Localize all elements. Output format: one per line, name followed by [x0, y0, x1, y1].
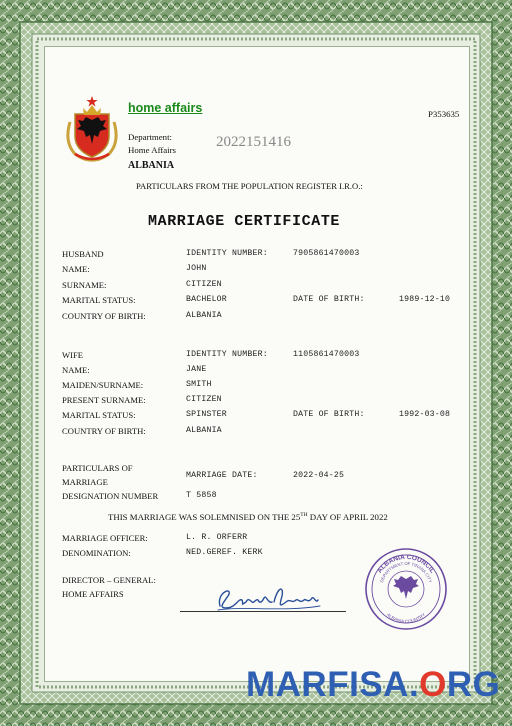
wife-name-value: JANE	[186, 365, 207, 374]
designation-number-value: T 5858	[186, 491, 217, 500]
marfisa-watermark	[246, 665, 500, 705]
wife-dob-value: 1992-03-08	[399, 410, 451, 419]
home-affairs-label: HOME AFFAIRS	[62, 589, 124, 599]
designation-number-label: DESIGNATION NUMBER	[62, 491, 159, 501]
husband-dob-value: 1989-12-10	[399, 295, 451, 304]
watermark-dot: .	[408, 665, 420, 704]
stamp-top-text: ALBANIA COUNCIL	[376, 553, 436, 575]
wife-maiden-label: MAIDEN/SURNAME:	[62, 380, 144, 390]
country-heading: ALBANIA	[128, 160, 175, 171]
watermark-o-red: O	[419, 665, 447, 704]
wife-cob-label: COUNTRY OF BIRTH:	[62, 426, 146, 436]
marriage-particulars-label: PARTICULARS OF	[62, 463, 133, 473]
signature-line	[180, 611, 346, 612]
denomination-label: DENOMINATION:	[62, 548, 131, 558]
wife-cob-value: ALBANIA	[186, 426, 222, 435]
marriage-date-label: MARRIAGE DATE:	[186, 471, 258, 480]
director-signature	[214, 582, 322, 614]
denomination-value: NED.GEREF. KERK	[186, 548, 263, 557]
husband-surname-label: SURNAME:	[62, 280, 107, 290]
registration-number: 2022151416	[216, 134, 291, 150]
marriage-officer-value: L. R. ORFERR	[186, 533, 248, 542]
marriage-officer-label: MARRIAGE OFFICER:	[62, 533, 148, 543]
wife-present-surname-value: CITIZEN	[186, 395, 222, 404]
husband-cob-value: ALBANIA	[186, 311, 222, 320]
solemnised-statement	[108, 512, 388, 522]
director-general-label: DIRECTOR – GENERAL:	[62, 575, 156, 585]
husband-name-value: JOHN	[186, 264, 207, 273]
home-affairs-link[interactable]: home affairs	[128, 101, 203, 115]
wife-name-label: NAME:	[62, 365, 90, 375]
official-stamp-icon	[362, 545, 450, 633]
solemnised-prefix: THIS MARRIAGE WAS SOLEMNISED ON THE 25	[108, 512, 301, 522]
solemnised-ordinal: TH	[300, 512, 308, 519]
department-label: Department:	[128, 132, 172, 142]
husband-heading: HUSBAND	[62, 249, 104, 259]
reference-number: P353635	[428, 109, 460, 119]
husband-name-label: NAME:	[62, 264, 90, 274]
stamp-bottom-text: ALBANIA COUNTRY	[385, 612, 427, 625]
husband-id-value: 7905861470003	[293, 249, 360, 258]
marriage-date-value: 2022-04-25	[293, 471, 345, 480]
husband-surname-value: CITIZEN	[186, 280, 222, 289]
wife-present-surname-label: PRESENT SURNAME:	[62, 395, 146, 405]
department-name: Home Affairs	[128, 145, 176, 155]
watermark-tld: RG	[446, 665, 501, 704]
marriage-particulars-label-2: MARRIAGE	[62, 477, 108, 487]
husband-id-label: IDENTITY NUMBER:	[186, 249, 268, 258]
wife-id-value: 1105861470003	[293, 350, 360, 359]
husband-marital-value: BACHELOR	[186, 295, 227, 304]
particulars-register: PARTICULARS FROM THE POPULATION REGISTER I.R.O.:	[136, 181, 363, 191]
solemnised-suffix: DAY OF APRIL 2022	[307, 512, 388, 522]
husband-cob-label: COUNTRY OF BIRTH:	[62, 311, 146, 321]
wife-id-label: IDENTITY NUMBER:	[186, 350, 268, 359]
wife-marital-label: MARITAL STATUS:	[62, 410, 136, 420]
watermark-name: MARFISA	[246, 665, 409, 704]
husband-marital-label: MARITAL STATUS:	[62, 295, 136, 305]
wife-heading: WIFE	[62, 350, 84, 360]
wife-maiden-value: SMITH	[186, 380, 212, 389]
document-title: MARRIAGE CERTIFICATE	[148, 213, 341, 230]
husband-dob-label: DATE OF BIRTH:	[293, 295, 365, 304]
albania-coat-of-arms-icon	[61, 94, 123, 164]
wife-marital-value: SPINSTER	[186, 410, 227, 419]
stamp-middle-text: DEPARTMENT OF TIRANA CITY	[378, 560, 434, 584]
wife-dob-label: DATE OF BIRTH:	[293, 410, 365, 419]
